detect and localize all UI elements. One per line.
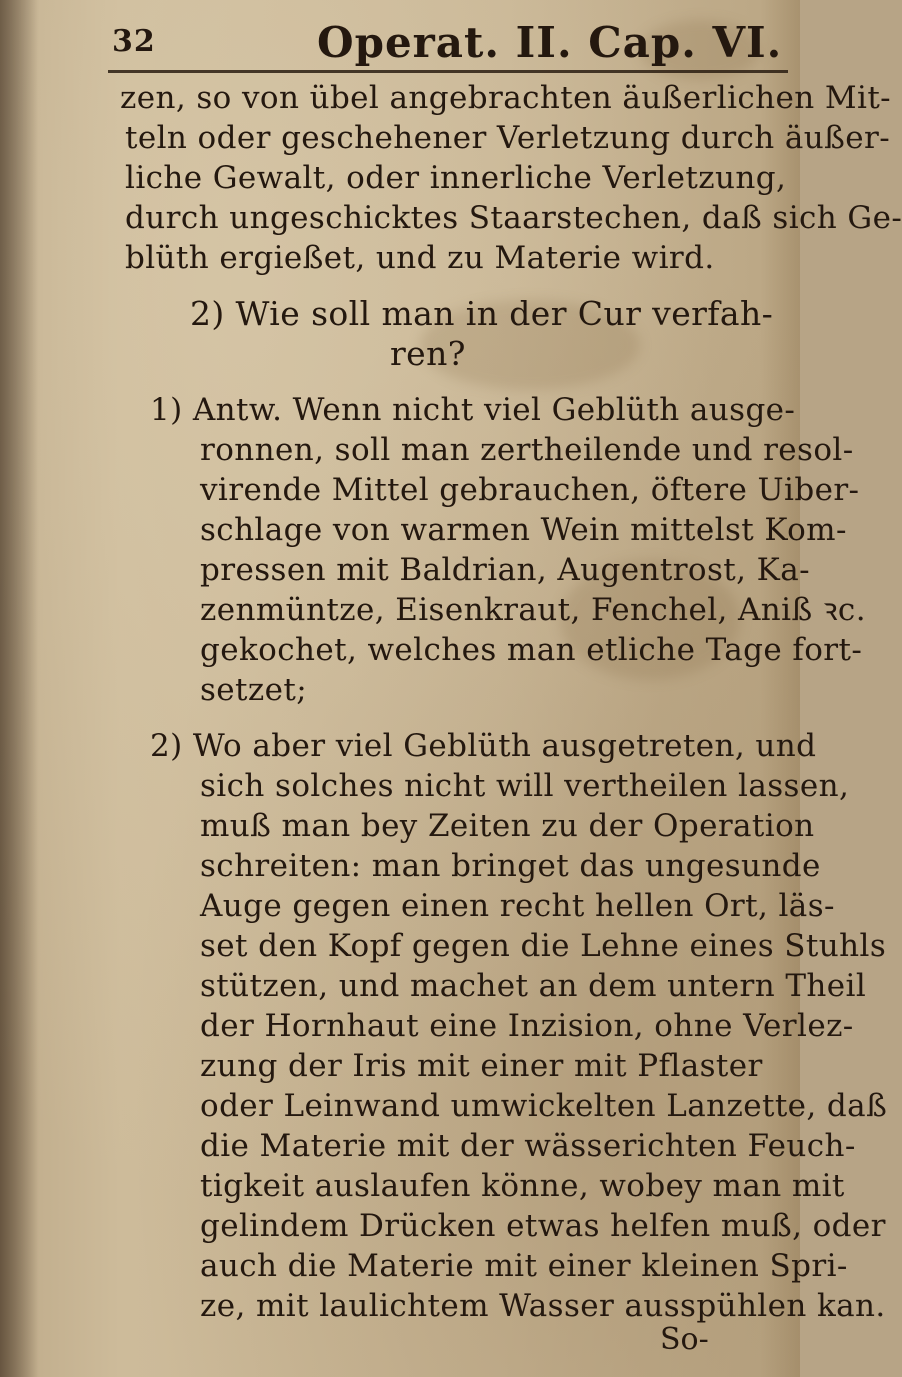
gutter-shadow xyxy=(0,0,38,1377)
text-line: durch ungeschicktes Staarstechen, daß sich Ge- xyxy=(125,200,902,236)
catchword: So- xyxy=(660,1322,709,1357)
text-line: zung der Iris mit einer mit Pflaster xyxy=(200,1048,763,1084)
text-line: 2) Wo aber viel Geblüth ausgetreten, und xyxy=(150,728,817,764)
text-line: liche Gewalt, oder innerliche Verletzung, xyxy=(125,160,787,196)
text-line: Auge gegen einen recht hellen Ort, läs- xyxy=(200,888,835,924)
text-line: die Materie mit der wässerichten Feuch- xyxy=(200,1128,856,1164)
text-line: setzet; xyxy=(200,672,308,708)
text-line: blüth ergießet, und zu Materie wird. xyxy=(125,240,715,276)
text-line: oder Leinwand umwickelten Lanzette, daß xyxy=(200,1088,888,1124)
text-line: 1) Antw. Wenn nicht viel Geblüth ausge- xyxy=(150,392,796,428)
text-line: virende Mittel gebrauchen, öftere Uiber- xyxy=(200,472,860,508)
text-line: schreiten: man bringet das ungesunde xyxy=(200,848,821,884)
text-line: schlage von warmen Wein mittelst Kom- xyxy=(200,512,847,548)
text-line: zen, so von übel angebrachten äußerlichen Mit- xyxy=(120,80,892,116)
text-line: ze, mit laulichtem Wasser ausspühlen kan. xyxy=(200,1288,886,1324)
running-head: Operat. II. Cap. VI. xyxy=(317,18,783,67)
text-line: stützen, und machet an dem untern Theil xyxy=(200,968,867,1004)
text-line: muß man bey Zeiten zu der Operation xyxy=(200,808,815,844)
text-line: gekochet, welches man etliche Tage fort- xyxy=(200,632,863,668)
page-number: 32 xyxy=(112,24,156,59)
text-line: sich solches nicht will vertheilen lassen, xyxy=(200,768,850,804)
question-heading: 2) Wie soll man in der Cur verfah- xyxy=(190,294,774,333)
text-line: pressen mit Baldrian, Augentrost, Ka- xyxy=(200,552,810,588)
text-line: ronnen, soll man zertheilende und resol- xyxy=(200,432,854,468)
header-rule xyxy=(108,70,788,73)
text-line: der Hornhaut eine Inzision, ohne Verlez- xyxy=(200,1008,854,1044)
text-line: tigkeit auslaufen könne, wobey man mit xyxy=(200,1168,845,1204)
text-line: auch die Materie mit einer kleinen Spri- xyxy=(200,1248,848,1284)
text-line: gelindem Drücken etwas helfen muß, oder xyxy=(200,1208,886,1244)
text-line: zenmüntze, Eisenkraut, Fenchel, Aniß ꝛc. xyxy=(200,592,866,628)
page-header xyxy=(112,14,783,74)
text-line: set den Kopf gegen die Lehne eines Stuhls xyxy=(200,928,887,964)
text-line: teln oder geschehener Verletzung durch äußer- xyxy=(125,120,891,156)
question-heading: ren? xyxy=(390,334,466,373)
